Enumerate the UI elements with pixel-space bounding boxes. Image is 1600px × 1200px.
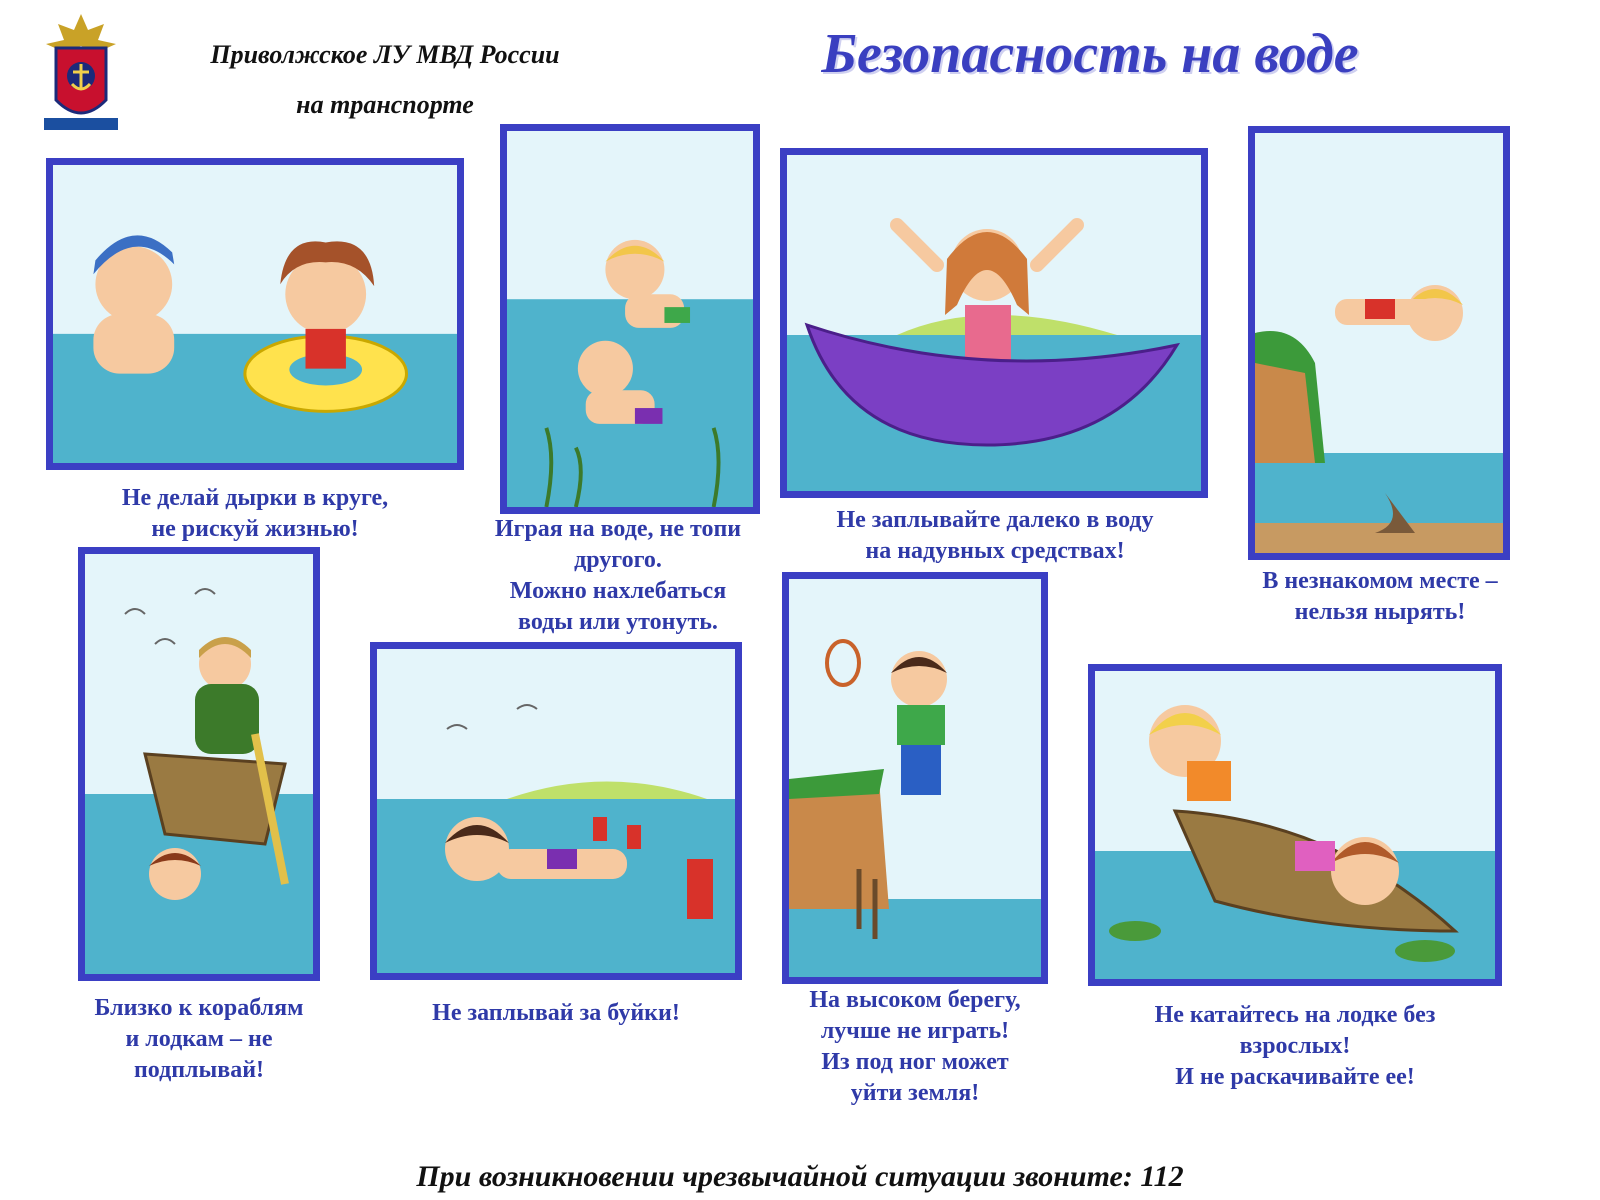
caption-dunking: Играя на воде, не топи другого. Можно нахлебаться воды или утонуть. [494,516,742,635]
illustration-swim-ring [46,158,464,470]
caption-swim-ring: Не делай дырки в круге, не рискуй жизнью! [121,485,389,542]
illustration-rocking-boat [1088,664,1502,986]
illustration-high-bank [782,572,1048,984]
illustration-air-mattress [780,148,1208,498]
illustration-diving [1248,126,1510,560]
caption-air-mattress: Не заплывайте далеко в воду на надувных средствах! [836,507,1154,564]
organization-name [150,30,620,130]
emergency-footer: При возникновении чрезвычайной ситуации звоните: 112 [416,1160,1184,1193]
caption-diving: В незнакомом месте – нельзя нырять! [1262,568,1498,625]
caption-high-bank: На высоком берегу, лучше не играть! Из под ног может уйти земля! [809,987,1021,1106]
illustration-boat [78,547,320,981]
caption-boat: Близко к кораблям и лодкам – не подплывай! [94,995,304,1083]
caption-rocking-boat: Не катайтесь на лодке без взрослых! И не раскачивайте ее! [1154,1002,1436,1090]
org-line-2: на транспорте [296,90,474,119]
illustration-dunking [500,124,760,514]
org-line-1: Приволжское ЛУ МВД России [210,40,560,69]
illustration-buoys [370,642,742,980]
caption-buoys: Не заплывай за буйки! [432,1000,680,1026]
page-title: Безопасность на воде [821,23,1359,85]
mvd-emblem [38,14,124,142]
